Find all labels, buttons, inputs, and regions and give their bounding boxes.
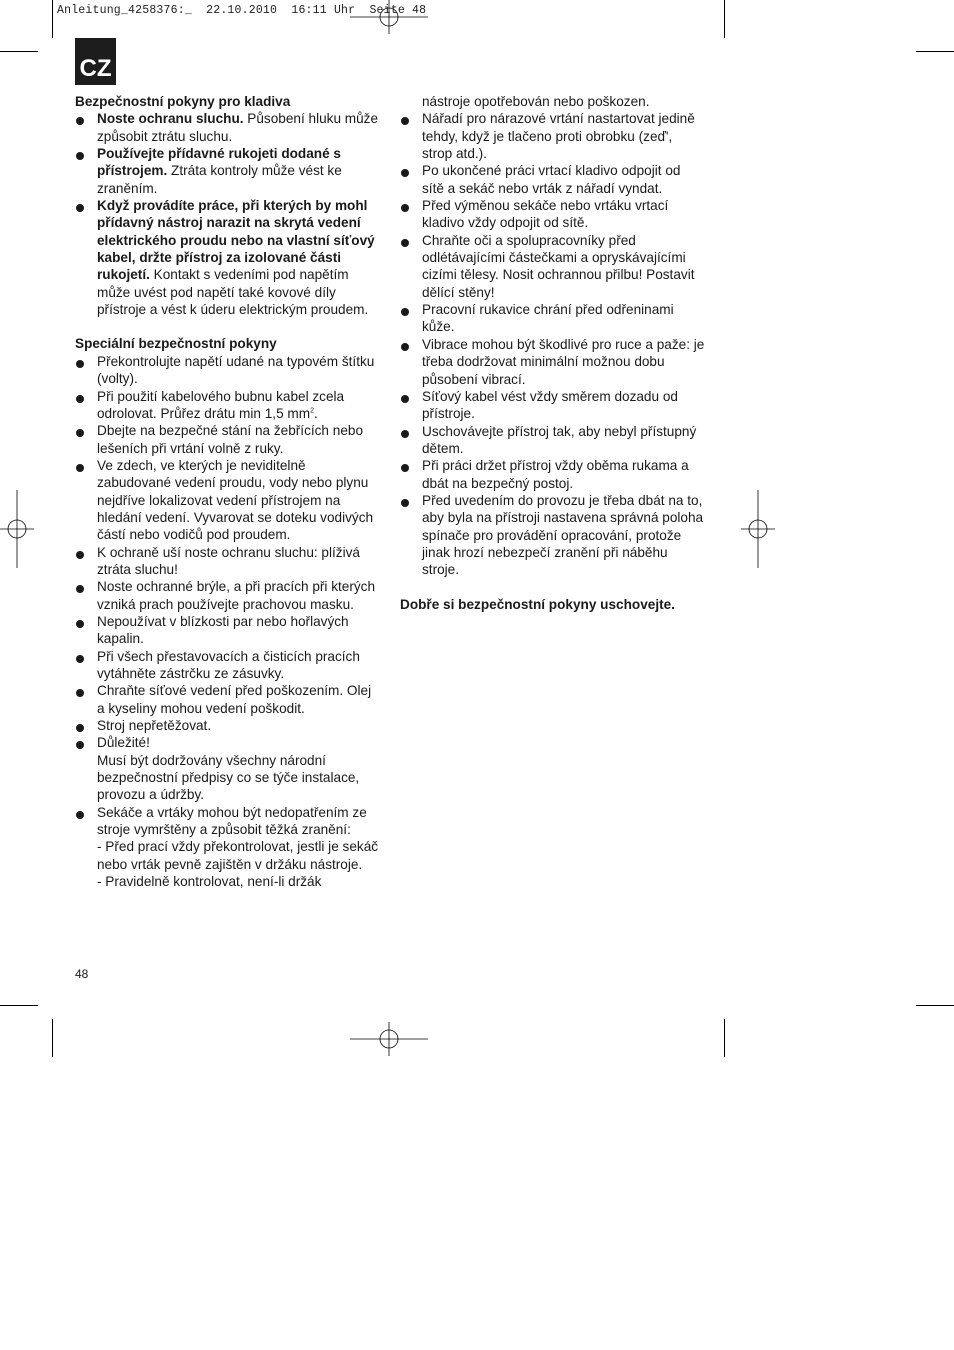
crop-mark xyxy=(724,1019,725,1057)
section-title: Bezpečnostní pokyny pro kladiva xyxy=(75,94,291,109)
special-safety-list-continued xyxy=(400,93,705,579)
list-item: Chraňte síťové vedení před poškozením. Olej a kyseliny mohou vedení poškodit. xyxy=(75,682,380,717)
list-item: Nářadí pro nárazové vrtání nastartovat jedině tehdy, když je tlačeno proti obrobku (zeď', strop atd.). xyxy=(400,110,705,162)
registration-mark-bottom xyxy=(350,1022,428,1056)
list-item: Překontrolujte napětí udané na typovém štítku (volty). xyxy=(75,353,380,388)
crop-mark xyxy=(0,51,38,52)
list-item: K ochraně uší noste ochranu sluchu: plíživá ztráta sluchu! xyxy=(75,544,380,579)
item-lead: Noste ochranu sluchu. xyxy=(97,111,244,127)
left-column xyxy=(75,93,380,890)
list-item: Ve zdech, ve kterých je neviditelně zabudované vedení proudu, vody nebo plynu nejdříve lokalizovat vedení přístrojem na hledání vedení. Vyvarovat se doteku vodivých částí nebo vodičů pod proudem. xyxy=(75,457,380,544)
page-number: 48 xyxy=(75,967,89,981)
list-item: Po ukončené práci vrtací kladivo odpojit od sítě a sekáč nebo vrták z nářadí vyndat. xyxy=(400,162,705,197)
registration-mark-right xyxy=(741,490,775,568)
list-item xyxy=(75,145,380,197)
list-item-continuation: - Pravidelně kontrolovat, není-li držák xyxy=(97,874,322,890)
list-item: Chraňte oči a spolupracovníky před odlétávajícími částečkami a opryskávajícími cizími tělesy. Nosit ochrannou přilbu! Postavit dělící stěny! xyxy=(400,232,705,301)
crop-mark xyxy=(916,51,954,52)
list-item: Při všech přestavovacích a čisticích pracích vytáhněte zástrčku ze zásuvky. xyxy=(75,648,380,683)
list-item xyxy=(75,110,380,145)
special-safety-list xyxy=(75,353,380,891)
list-item: Nepoužívat v blízkosti par nebo hořlavých kapalin. xyxy=(75,613,380,648)
language-badge: CZ xyxy=(75,38,116,85)
superscript: 2 xyxy=(310,407,314,415)
crop-mark xyxy=(916,1005,954,1006)
list-item: Před výměnou sekáče nebo vrtáku vrtací kladivo vždy odpojit od sítě. xyxy=(400,197,705,232)
list-item: Důležité! xyxy=(75,734,380,751)
right-column xyxy=(400,93,705,613)
list-item: Síťový kabel vést vždy směrem dozadu od přístroje. xyxy=(400,388,705,423)
list-item: Uschovávejte přístroj tak, aby nebyl přístupný dětem. xyxy=(400,423,705,458)
item-lead: Používejte přídavné rukojeti dodané s přístrojem. xyxy=(97,146,341,179)
safety-list xyxy=(75,110,380,318)
print-header: Anleitung_4258376:_ 22.10.2010 16:11 Uhr Seite 48 xyxy=(57,4,427,17)
item-text: Kontakt s vedeními pod napětím může uvést pod napětí také kovové díly přístroje a vést k úderu elektrickým proudem. xyxy=(97,267,369,318)
list-item: Sekáče a vrtáky mohou být nedopatřením ze stroje vymrštěny a způsobit těžká zranění: xyxy=(75,804,380,839)
list-item: Při použití kabelového bubnu kabel zcela odrolovat. Průřez drátu min 1,5 $mm^2$. xyxy=(75,388,380,423)
section-title: Speciální bezpečnostní pokyny xyxy=(75,336,277,352)
list-item: Vibrace mohou být škodlivé pro ruce a paže: je třeba dodržovat minimální možnou dobu působení vibrací. xyxy=(400,336,705,388)
crop-mark xyxy=(52,1019,53,1057)
list-item: Noste ochranné brýle, a při pracích při kterých vzniká prach používejte prachovou masku. xyxy=(75,578,380,613)
list-item-continuation: nástroje opotřebován nebo poškozen. xyxy=(422,94,650,109)
item-text: Působení hluku může způsobit ztrátu sluchu. xyxy=(97,111,379,144)
list-item: Při práci držet přístroj vždy oběma rukama a dbát na bezpečný postoj. xyxy=(400,457,705,492)
crop-mark xyxy=(52,0,53,38)
item-lead: Když provádíte práce, při kterých by mohl přídavný nástroj narazit na skrytá vedení elektrického proudu nebo na vlastní síťový kabel, držte přístroj za izolované části rukojetí. xyxy=(97,198,375,283)
list-item: Před uvedením do provozu je třeba dbát na to, aby byla na přístroji nastavena správná poloha spínače pro provádění opracování, protože jinak hrozí nebezpečí zranění při náběhu stroje. xyxy=(400,492,705,579)
list-item-continuation: - Před prací vždy překontrolovat, jestli je sekáč nebo vrták pevně zajištěn v držáku nástroje. xyxy=(97,839,379,872)
item-text: Při použití kabelového bubnu kabel zcela odrolovat. Průřez drátu min 1,5 mm xyxy=(97,388,345,421)
list-item: Stroj nepřetěžovat. xyxy=(75,717,380,734)
list-item xyxy=(75,197,380,318)
crop-mark xyxy=(0,1005,38,1006)
crop-mark xyxy=(724,0,725,38)
closing-note: Dobře si bezpečnostní pokyny uschovejte. xyxy=(400,596,675,612)
list-item: Dbejte na bezpečné stání na žebřících nebo lešeních při vrtání volně z ruky. xyxy=(75,422,380,457)
list-item: Pracovní rukavice chrání před odřeninami kůže. xyxy=(400,301,705,336)
item-text: Ztráta kontroly může vést ke zraněním. xyxy=(97,163,342,196)
list-item-continuation: Musí být dodržovány všechny národní bezpečnostní předpisy co se týče instalace, provozu a údržby. xyxy=(97,752,360,803)
registration-mark-left xyxy=(0,490,34,568)
